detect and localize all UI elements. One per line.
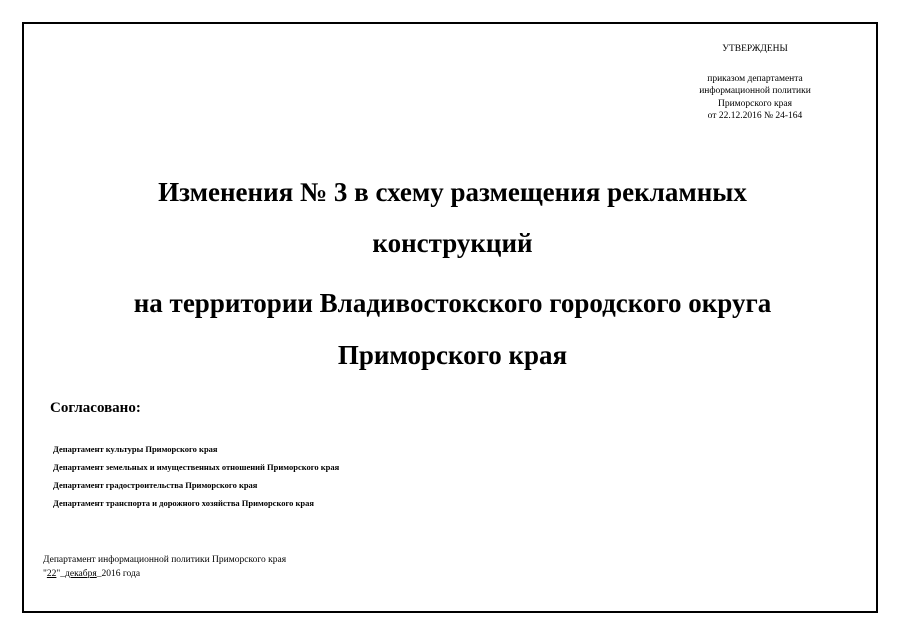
approval-line: приказом департамента (707, 73, 803, 84)
approval-line: Приморского края (717, 98, 793, 109)
agreed-department-item: Департамент земельных и имущественных отношений Приморского края (53, 462, 340, 472)
document-title-line-4: Приморского края (337, 340, 568, 370)
agreed-department-item: Департамент градостроительства Приморского края (53, 480, 258, 490)
date-year: _2016 года (96, 569, 141, 579)
footer-department: Департамент информационной политики Приморского края (43, 555, 287, 565)
date-mid: "_ (56, 569, 66, 579)
approval-line: информационной политики (699, 86, 811, 96)
agreed-department-item: Департамент культуры Приморского края (53, 444, 218, 454)
date-month: декабря (65, 569, 97, 579)
date-day: 22 (46, 569, 57, 579)
document-title-line-2: конструкций (372, 228, 533, 258)
approval-header: УТВЕРЖДЕНЫ (722, 44, 788, 54)
document-title-line-1: Изменения № 3 в схему размещения рекламных (158, 177, 747, 207)
footer-block (43, 553, 286, 581)
approval-block (660, 43, 850, 123)
agreed-label: Согласовано: (50, 400, 141, 416)
approval-line: от 22.12.2016 № 24-164 (707, 111, 803, 121)
agreed-departments-list (53, 440, 339, 512)
document-title-line-3: на территории Владивостокского городского округа (133, 288, 772, 318)
date-quote-open: " (43, 569, 47, 579)
agreed-department-item: Департамент транспорта и дорожного хозяйства Приморского края (53, 498, 314, 508)
footer-date (43, 567, 286, 581)
